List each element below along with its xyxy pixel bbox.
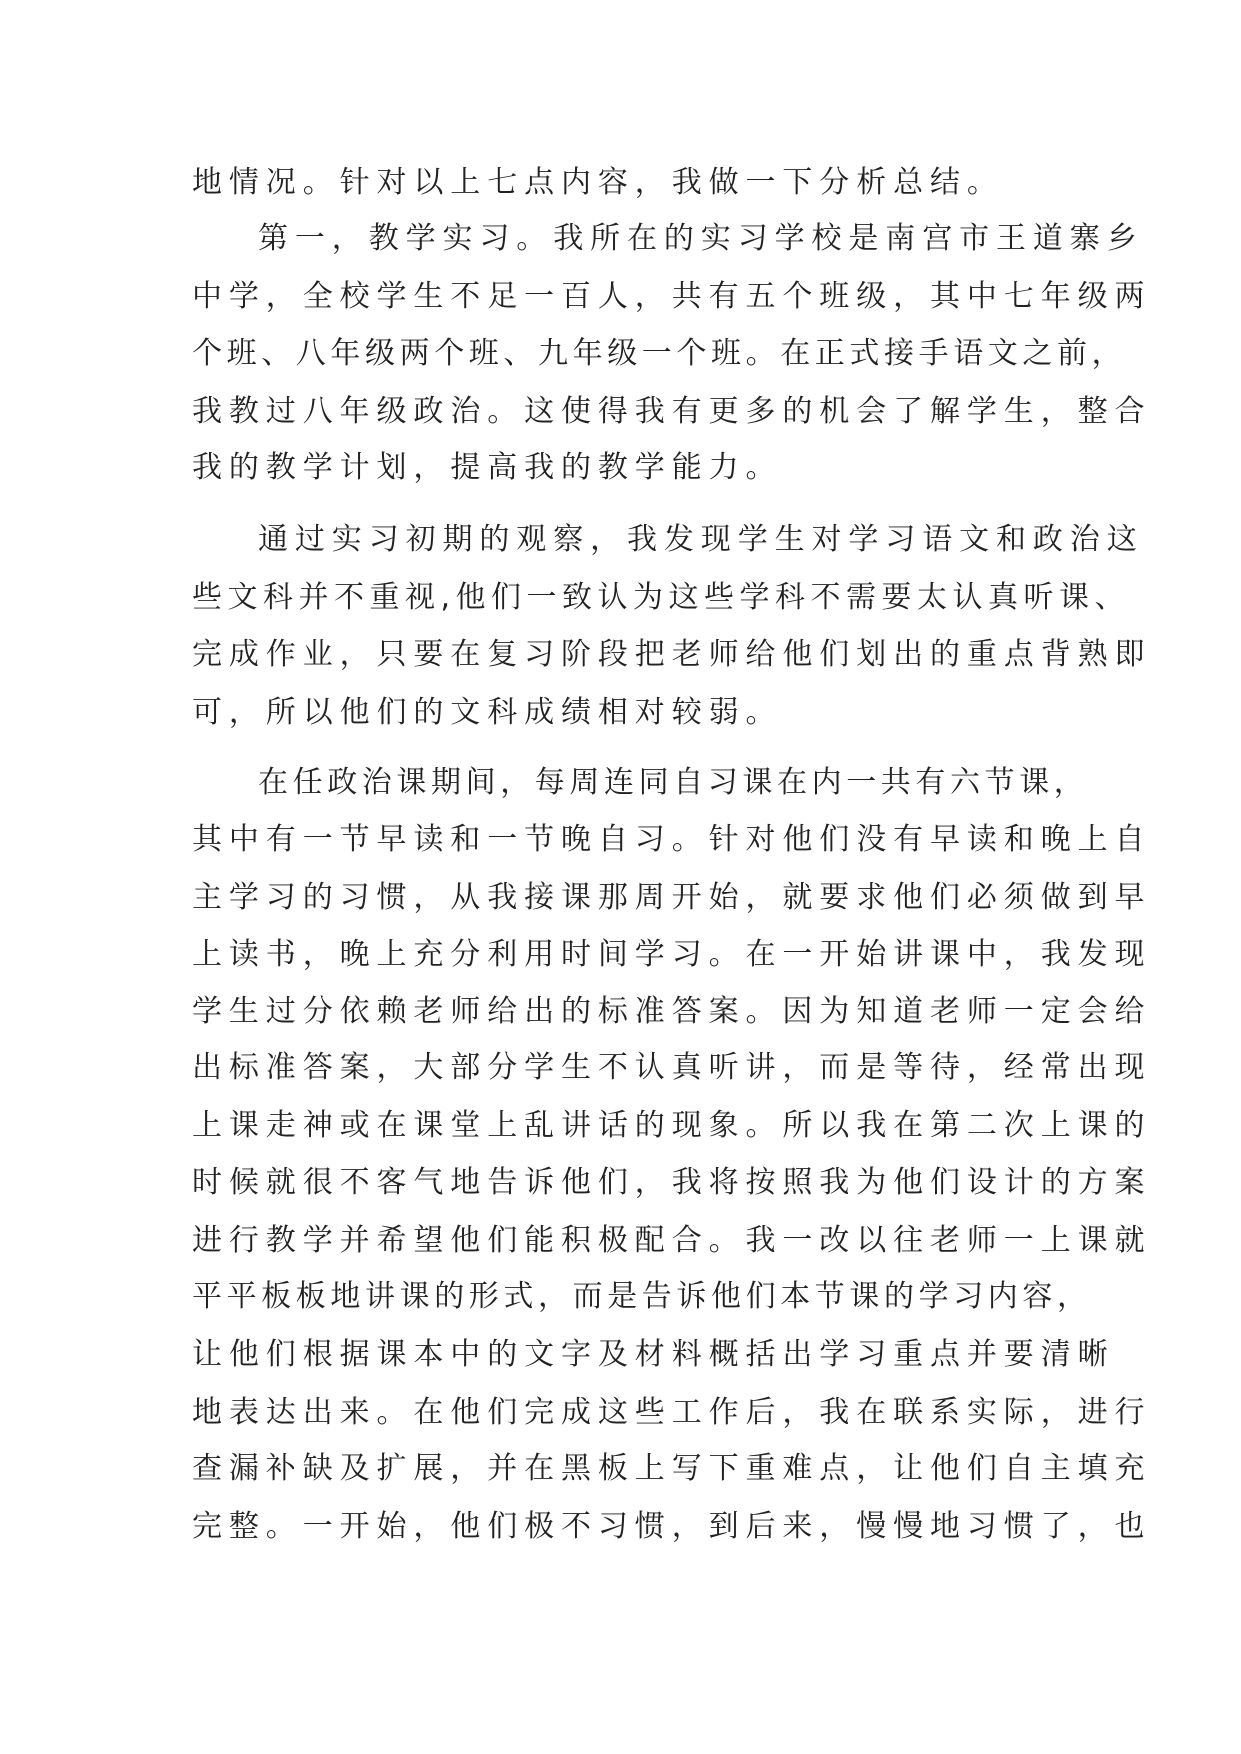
text-line: 些文科并不重视,他们一致认为这些学科不需要太认真听课、 [192,580,1131,615]
text-line: 完成作业，只要在复习阶段把老师给他们划出的重点背熟即 [192,637,1152,672]
text-line: 时候就很不客气地告诉他们，我将按照我为他们设计的方案 [192,1165,1152,1200]
text-line: 地情况。针对以上七点内容，我做一下分析总结。 [192,165,1004,200]
text-line: 我教过八年级政治。这使得我有更多的机会了解学生，整合 [192,394,1152,429]
text-line: 中学，全校学生不足一百人，共有五个班级，其中七年级两 [192,279,1152,314]
text-line: 在任政治课期间，每周连同自习课在内一共有六节课， [258,765,1089,800]
text-line: 出标准答案，大部分学生不认真听讲，而是等待，经常出现 [192,1050,1152,1085]
text-line: 进行教学并希望他们能积极配合。我一改以往老师一上课就 [192,1223,1152,1258]
text-line: 上读书，晚上充分利用时间学习。在一开始讲课中，我发现 [192,937,1152,972]
text-line: 其中有一节早读和一节晚自习。针对他们没有早读和晚上自 [192,822,1152,857]
text-line: 主学习的习惯，从我接课那周开始，就要求他们必须做到早 [192,880,1152,915]
text-line: 地表达出来。在他们完成这些工作后，我在联系实际，进行 [192,1395,1152,1430]
text-line: 个班、八年级两个班、九年级一个班。在正式接手语文之前， [192,336,1127,371]
text-line: 我的教学计划，提高我的教学能力。 [192,450,783,485]
text-line: 平平板板地讲课的形式，而是告诉他们本节课的学习内容， [192,1279,1092,1314]
text-line: 让他们根据课本中的文字及材料概括出学习重点并要清晰 [192,1337,1115,1372]
text-line: 上课走神或在课堂上乱讲话的现象。所以我在第二次上课的 [192,1108,1152,1143]
text-line: 第一，教学实习。我所在的实习学校是南宫市王道寨乡 [258,221,1144,256]
text-line: 学生过分依赖老师给出的标准答案。因为知道老师一定会给 [192,994,1152,1029]
text-line: 查漏补缺及扩展，并在黑板上写下重难点，让他们自主填充 [192,1451,1152,1486]
text-line: 通过实习初期的观察，我发现学生对学习语文和政治这 [258,522,1144,557]
text-line: 完整。一开始，他们极不习惯，到后来，慢慢地习惯了，也 [192,1509,1152,1544]
text-line: 可，所以他们的文科成绩相对较弱。 [192,695,783,730]
